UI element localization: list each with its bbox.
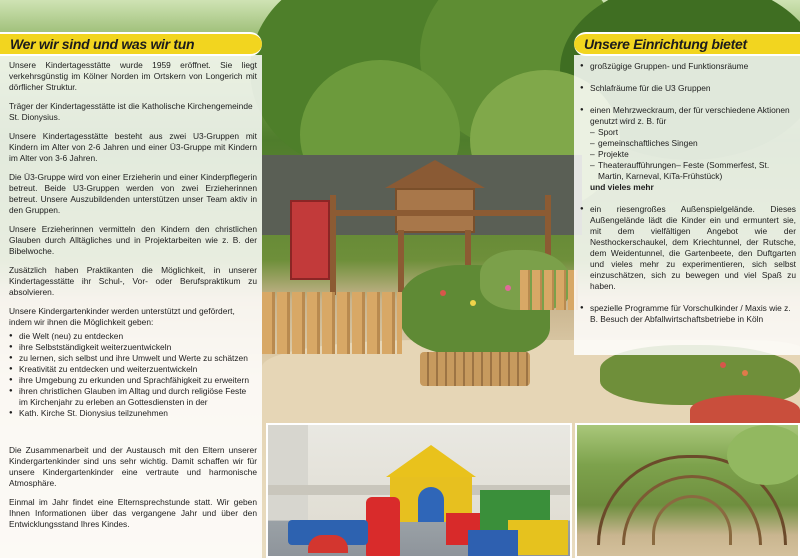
and-more-label: und vieles mehr — [590, 182, 654, 192]
sub-item: – gemeinschaftliches Singen — [580, 138, 796, 149]
list-item: ● ihre Umgebung zu erkunden und Sprachfähigkeit zu erweitern — [9, 375, 257, 386]
consultation-paragraph: Einmal im Jahr findet eine Elternsprechstunde statt. Wir geben Ihnen Informationen über das vergangene Jahr und über den Entwicklungsstand Ihres Kindes. — [9, 497, 257, 529]
intro-paragraph: Unsere Kindertagesstätte wurde 1959 eröffnet. Sie liegt verkehrsgünstig im Kölner Norden im Ortskern von Longerich mit dörflicher Struktur. — [9, 60, 257, 92]
wooden-fence — [520, 270, 580, 310]
playroom-photo — [266, 423, 572, 558]
internship-paragraph: Zusätzlich haben Praktikanten die Möglichkeit, in unserer Kindertagesstätte ihr Schul-, Vor- oder Berufspraktikum zu absolvieren. — [9, 265, 257, 297]
list-item: ● ihre Selbstständigkeit weiterzuentwickeln — [9, 342, 257, 353]
list-item: ● Kath. Kirche St. Dionysius teilzunehmen — [9, 408, 257, 419]
parents-paragraph: Die Zusammenarbeit und der Austausch mit den Eltern unserer Kindergartenkinder sind uns sehr wichtig. Damit schaffen wir für unsere Kindergartenkinder eine vertraute und harmonische Atmosphäre. — [9, 445, 257, 488]
offer-rooms: ● großzügige Gruppen- und Funktionsräume — [580, 61, 796, 72]
sponsor-paragraph: Träger der Kindertagesstätte ist die Katholische Kirchengemeinde St. Dionysius. — [9, 101, 253, 122]
red-cylinder — [366, 497, 400, 558]
flower — [440, 290, 446, 296]
yellow-roof-block — [386, 445, 476, 477]
climbing-wall — [290, 200, 330, 280]
offer-multipurpose-room: ● einen Mehrzweckraum, der für verschiedene Aktionen genutzt wird z. B. für — [580, 105, 796, 127]
climbing-hut-roof — [385, 160, 485, 188]
support-paragraph: Unsere Kindergartenkinder werden unterstützt und gefördert, indem wir ihnen die Möglichkeit geben: — [9, 306, 235, 327]
sub-item: – Theateraufführungen– Feste (Sommerfest, St. Martin, Karneval, KiTa-Frühstück) — [580, 160, 796, 182]
red-slide — [690, 395, 800, 425]
tree-foliage — [727, 425, 800, 485]
red-half-round — [308, 535, 348, 553]
support-list — [9, 331, 257, 419]
flower — [470, 300, 476, 306]
faith-paragraph: Unsere Erzieherinnen vermitteln den Kindern den christlichen Glauben durch Alltägliches und in Projektarbeiten wie z. B. der Bibelwoche. — [9, 224, 257, 256]
list-item: ● zu lernen, sich selbst und ihre Umwelt und Werte zu schätzen — [9, 353, 257, 364]
willow-tunnel-photo — [575, 423, 800, 558]
flower — [720, 362, 726, 368]
list-item: ● die Welt (neu) zu entdecken — [9, 331, 257, 342]
wooden-fence — [262, 292, 402, 354]
list-item: ● Kreativität zu entdecken und weiterzuentwickeln — [9, 364, 257, 375]
right-column — [580, 61, 796, 336]
sub-item: – Sport — [580, 127, 796, 138]
blue-arch — [418, 487, 444, 522]
left-column — [9, 60, 257, 538]
frame-beam — [330, 210, 550, 216]
groups-paragraph: Unsere Kindertagesstätte besteht aus zwei U3-Gruppen mit Kindern im Alter von 2-6 Jahren und einer Ü3-Gruppe mit Kindern im Alter von 3-6 Jahren. — [9, 131, 257, 163]
flower — [742, 370, 748, 376]
offer-preschool-programs: ● spezielle Programme für Vorschulkinder / Maxis wie z. B. Besuch der Abfallwirtschaftsbetriebe in Köln — [580, 303, 796, 325]
flower — [505, 285, 511, 291]
heading-who-we-are: Wer wir sind und was wir tun — [0, 32, 262, 56]
window-frame — [268, 425, 308, 520]
staff-paragraph: Die Ü3-Gruppe wird von einer Erzieherin und einer Kinderpflegerin betreut. Beide U3-Gruppen werden von zwei Erzieherinnen betreut. Unsere Auszubildenden unterstützen unser Team aktiv in den Gruppen. — [9, 172, 257, 215]
sub-item: – Projekte — [580, 149, 796, 160]
offer-sleeping-rooms: ● Schlafräume für die U3 Gruppen — [580, 83, 796, 94]
log-border — [420, 352, 530, 386]
list-item: ● ihren christlichen Glauben im Alltag und durch religiöse Feste im Kirchenjahr zu erleben an Gottesdiensten in der — [9, 386, 257, 408]
blue-block — [468, 530, 518, 558]
offer-outdoor-area: ● ein riesengroßes Außenspielgelände. Dieses Außengelände lädt die Kinder ein und ermuntert sie, mit dem vielfältigen Angebot wie der Nesthockerschaukel, dem Kriechtunnel, der Rutsche, dem Weidentunnel, die Gartenbeete, den Duftgarten und vieles mehr zu experimentieren, sich selbst einzuschätzen, sich zu bewegen und viel Spaß zu haben. — [580, 204, 796, 292]
heading-facility-offers: Unsere Einrichtung bietet — [574, 32, 800, 56]
